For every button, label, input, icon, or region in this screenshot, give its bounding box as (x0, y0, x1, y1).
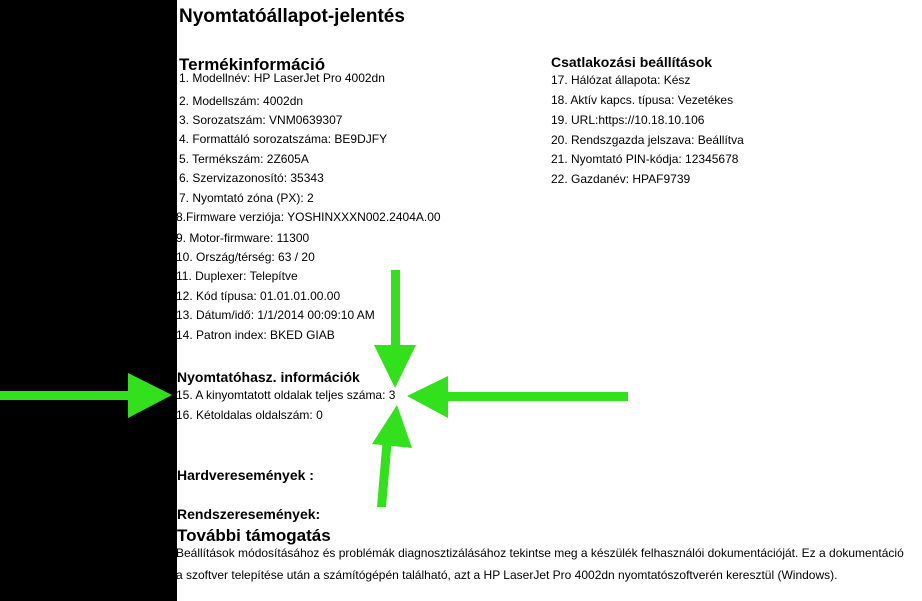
product-info-item: 4. Formattáló sorozatszáma: BE9DJFY (179, 132, 388, 146)
more-support-paragraph-line: a szoftver telepítése után a számítógépén található, azt a HP LaserJet Pro 4002dn nyomtatószoftverén keresztül (Windows). (176, 568, 838, 582)
product-info-item: 11. Duplexer: Telepítve (176, 269, 298, 283)
system-events-title: Rendszeresemények: (177, 506, 321, 522)
connection-settings-title: Csatlakozási beállítások (551, 54, 713, 70)
arrow-right-icon (0, 373, 172, 418)
product-info-item: 10. Ország/térség: 63 / 20 (176, 250, 315, 264)
arrow-up-icon (372, 405, 412, 507)
product-info-item: 9. Motor-firmware: 11300 (176, 231, 310, 245)
arrow-down-icon (374, 270, 416, 388)
product-info-item: 13. Dátum/idő: 1/1/2014 00:09:10 AM (176, 308, 375, 322)
more-support-title: További támogatás (177, 526, 331, 545)
more-support-paragraph-line: Beállítások módosításához és problémák diagnosztizálásához tekintse meg a készülék felhasználói dokumentációját. Ez a dokumentáció (176, 546, 904, 560)
connection-settings-item: 19. URL:https://10.18.10.106 (551, 113, 705, 127)
product-info-item: 8.Firmware verziója: YOSHINXXXN002.2404A.00 (176, 210, 441, 224)
connection-settings-item: 21. Nyomtató PIN-kódja: 12345678 (551, 152, 739, 166)
product-info-item: 2. Modellszám: 4002dn (179, 94, 304, 108)
connection-settings-item: 17. Hálózat állapota: Kész (551, 73, 691, 87)
product-info-item: 5. Termékszám: 2Z605A (179, 152, 309, 166)
connection-settings-item: 20. Rendszgazda jelszava: Beállítva (551, 133, 744, 147)
product-info-title: Termékinformáció (179, 55, 326, 74)
product-info-item: 14. Patron index: BKED GIAB (176, 328, 335, 342)
connection-settings-item: 22. Gazdanév: HPAF9739 (551, 172, 691, 186)
product-info-item: 3. Sorozatszám: VNM0639307 (179, 113, 343, 127)
total-pages-printed: 15. A kinyomtatott oldalak teljes száma: 3 (176, 388, 396, 402)
product-info-item: 7. Nyomtató zóna (PX): 2 (179, 191, 314, 205)
hardware-events-title: Hardveresemények : (177, 467, 314, 483)
usage-info-title: Nyomtatóhasz. információk (177, 369, 360, 385)
arrow-left-icon (407, 376, 628, 418)
report-title: Nyomtatóállapot-jelentés (179, 6, 405, 27)
product-info-item: 6. Szervizazonosító: 35343 (179, 171, 324, 185)
product-info-item: 12. Kód típusa: 01.01.01.00.00 (176, 289, 341, 303)
connection-settings-item: 18. Aktív kapcs. típusa: Vezetékes (551, 93, 734, 107)
product-info-item: 1. Modellnév: HP LaserJet Pro 4002dn (179, 71, 385, 85)
duplex-page-count: 16. Kétoldalas oldalszám: 0 (176, 408, 323, 422)
